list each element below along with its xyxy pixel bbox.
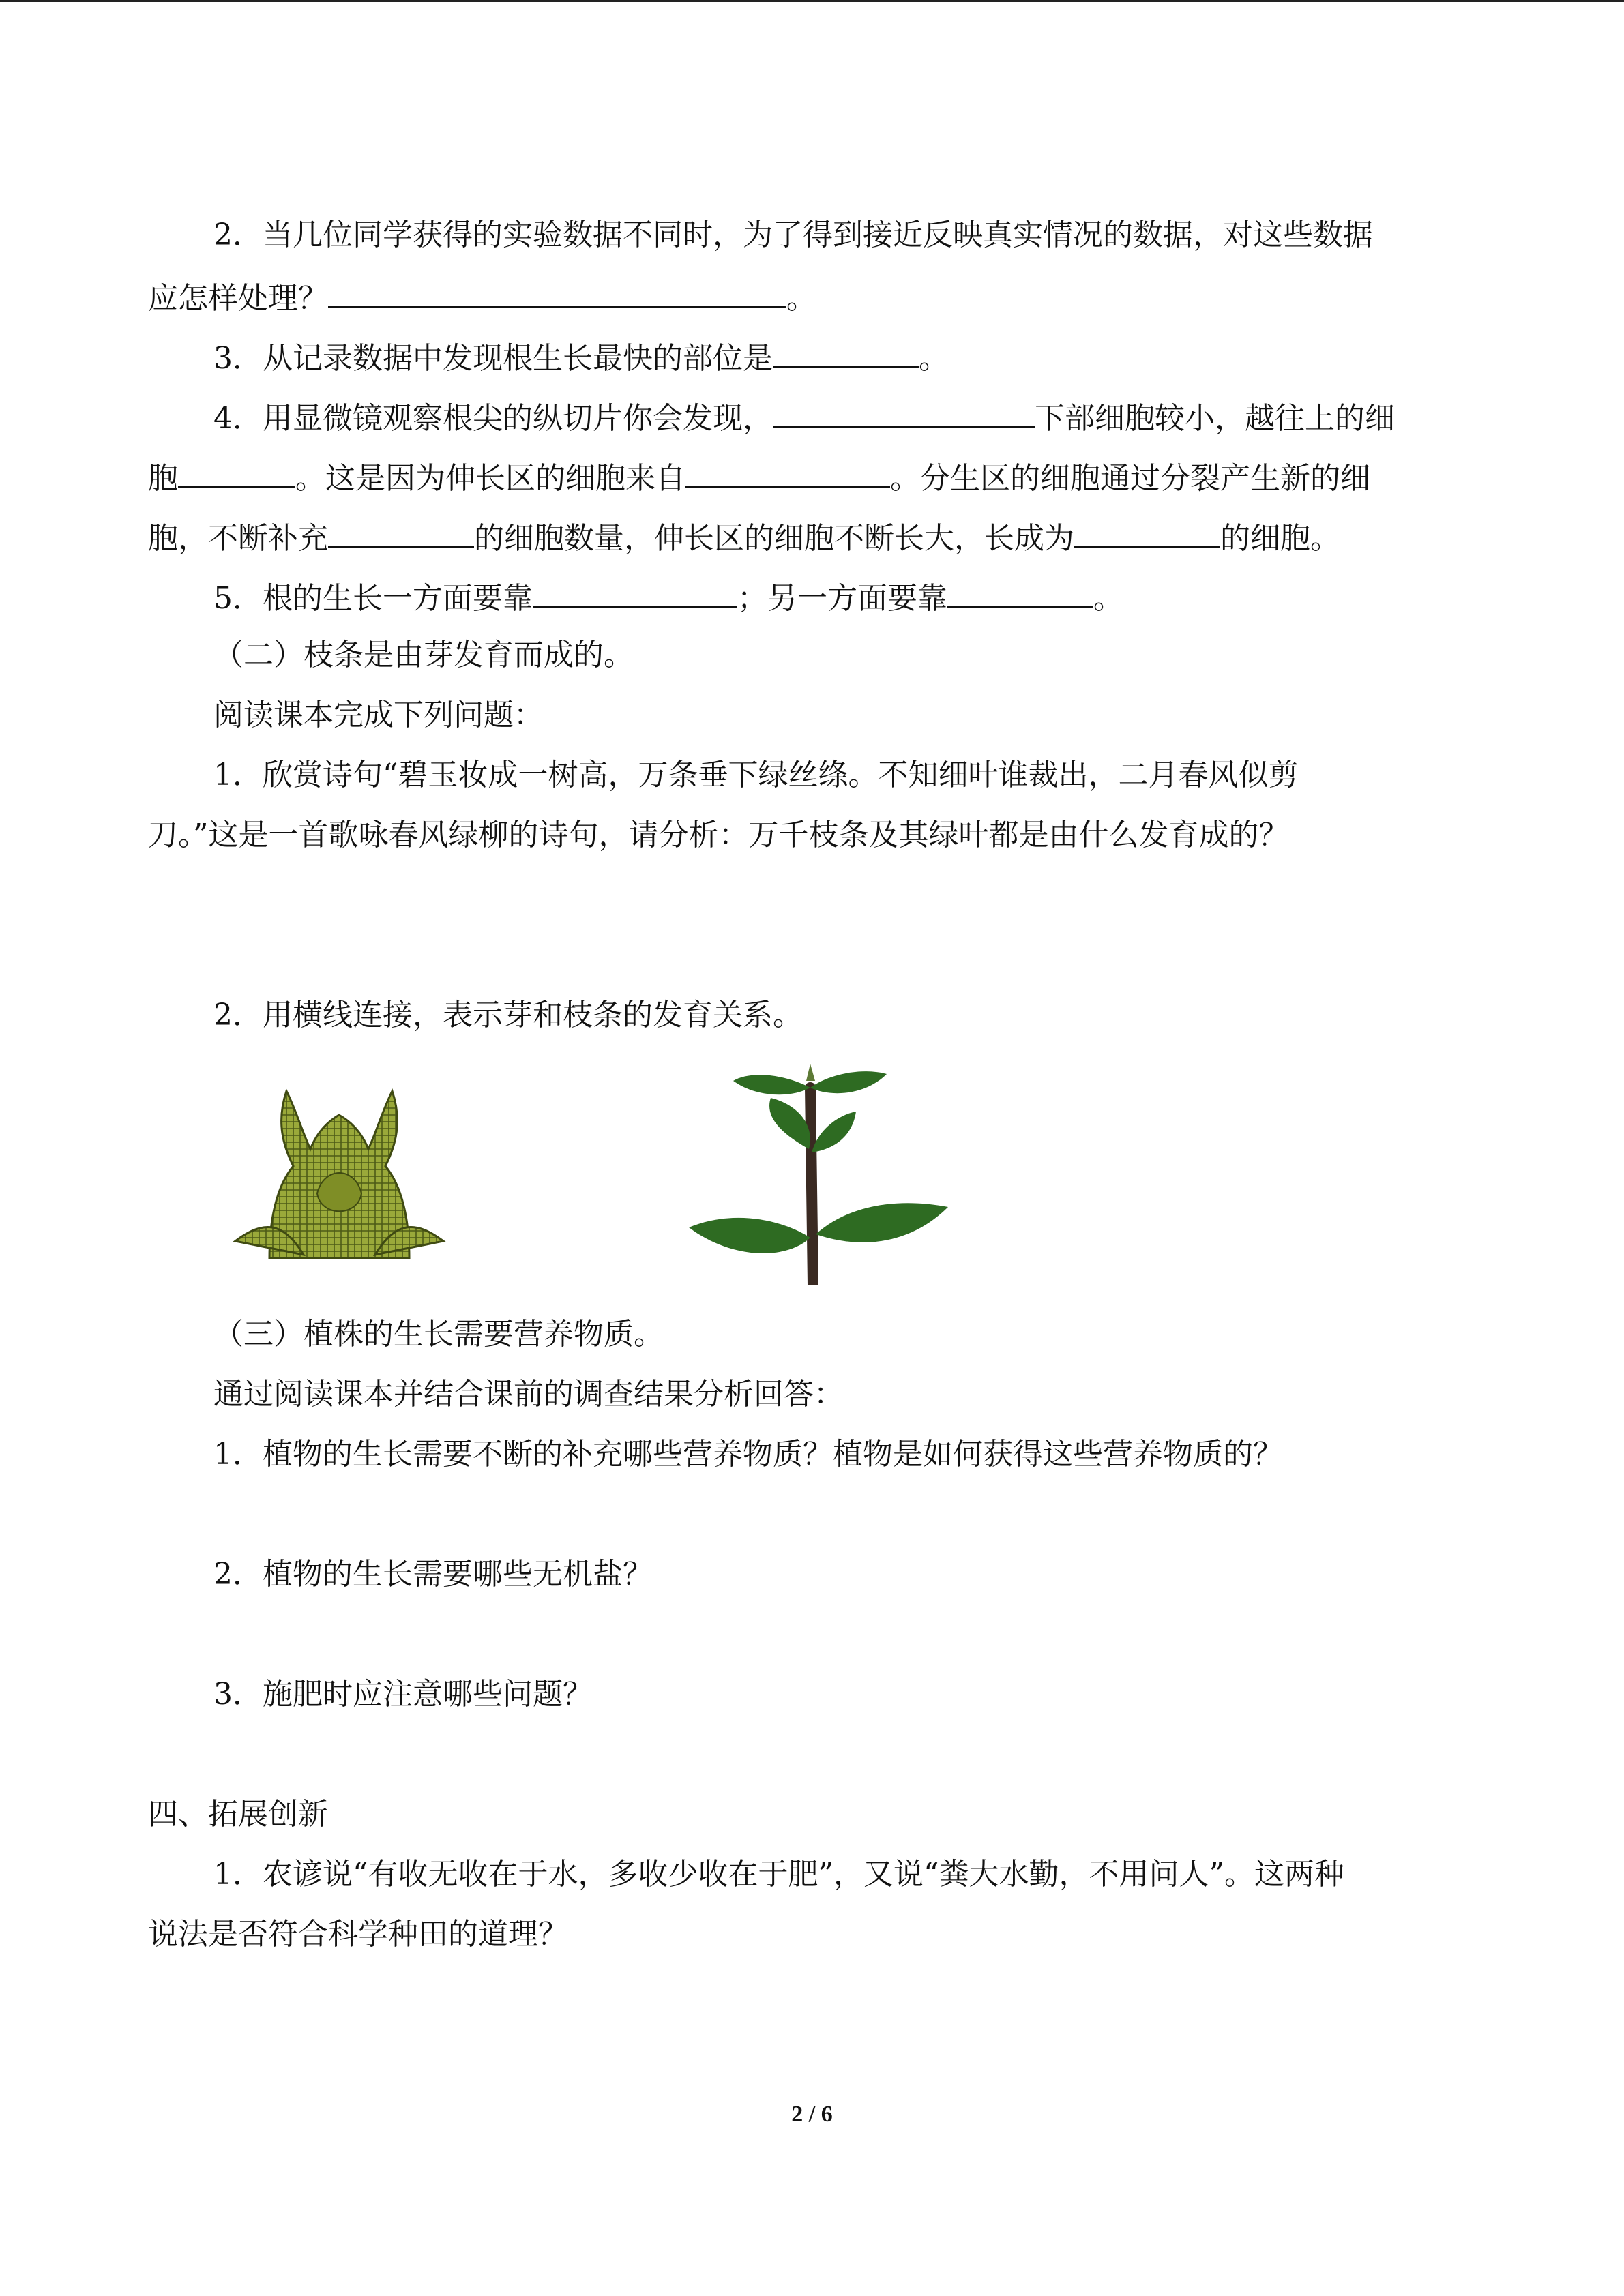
question-3: 3．从记录数据中发现根生长最快的部位是 。	[213, 335, 949, 379]
answer-blank[interactable]	[947, 575, 1093, 608]
section-2-heading: （二）枝条是由芽发育而成的。	[213, 638, 634, 672]
question-4-line-3: 胞，不断补充 的细胞数量，伸长区的细胞不断长大，长成为 的细胞。	[148, 515, 1340, 559]
section-3-intro: 通过阅读课本并结合课前的调查结果分析回答：	[213, 1377, 844, 1412]
question-4-line-2: 胞 。这是因为伸长区的细胞来自 。分生区的细胞通过分裂产生新的细	[148, 455, 1370, 499]
bud-illustration	[228, 1084, 450, 1262]
answer-blank[interactable]	[328, 275, 786, 308]
section-4-heading: 四、拓展创新	[148, 1797, 328, 1832]
section-4-q1-line-2: 说法是否符合科学种田的道理？	[148, 1917, 568, 1952]
section-4-q1-line-1: 1．农谚说“有收无收在于水，多收少收在于肥”，又说“粪大水勤，不用问人”。这两种	[213, 1857, 1344, 1892]
section-3-q1: 1．植物的生长需要不断的补充哪些营养物质？植物是如何获得这些营养物质的？	[213, 1437, 1283, 1472]
section-2-q2: 2．用横线连接，表示芽和枝条的发育关系。	[213, 998, 803, 1032]
section-3-q3: 3．施肥时应注意哪些问题？	[213, 1677, 593, 1712]
section-2-q1-line-2: 刀。”这是一首歌咏春风绿柳的诗句，请分析：万千枝条及其绿叶都是由什么发育成的？	[148, 818, 1289, 852]
answer-blank[interactable]	[328, 515, 474, 548]
question-2-line-2: 应怎样处理？ 。	[148, 275, 816, 319]
answer-blank[interactable]	[1074, 515, 1220, 548]
answer-blank[interactable]	[685, 455, 890, 488]
answer-blank[interactable]	[533, 575, 737, 608]
question-4-line-1: 4．用显微镜观察根尖的纵切片你会发现， 下部细胞较小，越往上的细	[213, 395, 1395, 439]
answer-blank[interactable]	[773, 335, 919, 368]
question-2-line-1: 2．当几位同学获得的实验数据不同时，为了得到接近反映真实情况的数据，对这些数据	[213, 218, 1373, 252]
section-3-q2: 2．植物的生长需要哪些无机盐？	[213, 1557, 653, 1592]
question-5: 5．根的生长一方面要靠 ；另一方面要靠 。	[213, 575, 1123, 619]
top-border	[0, 0, 1624, 2]
answer-blank[interactable]	[773, 395, 1035, 428]
answer-blank[interactable]	[178, 455, 295, 488]
section-3-heading: （三）植株的生长需要营养物质。	[213, 1317, 664, 1352]
twig-illustration	[682, 1060, 955, 1285]
page-number: 2 / 6	[791, 2102, 833, 2127]
section-2-intro: 阅读课本完成下列问题：	[213, 698, 544, 732]
section-2-q1-line-1: 1．欣赏诗句“碧玉妆成一树高，万条垂下绿丝绦。不知细叶谁裁出，二月春风似剪	[213, 758, 1299, 792]
